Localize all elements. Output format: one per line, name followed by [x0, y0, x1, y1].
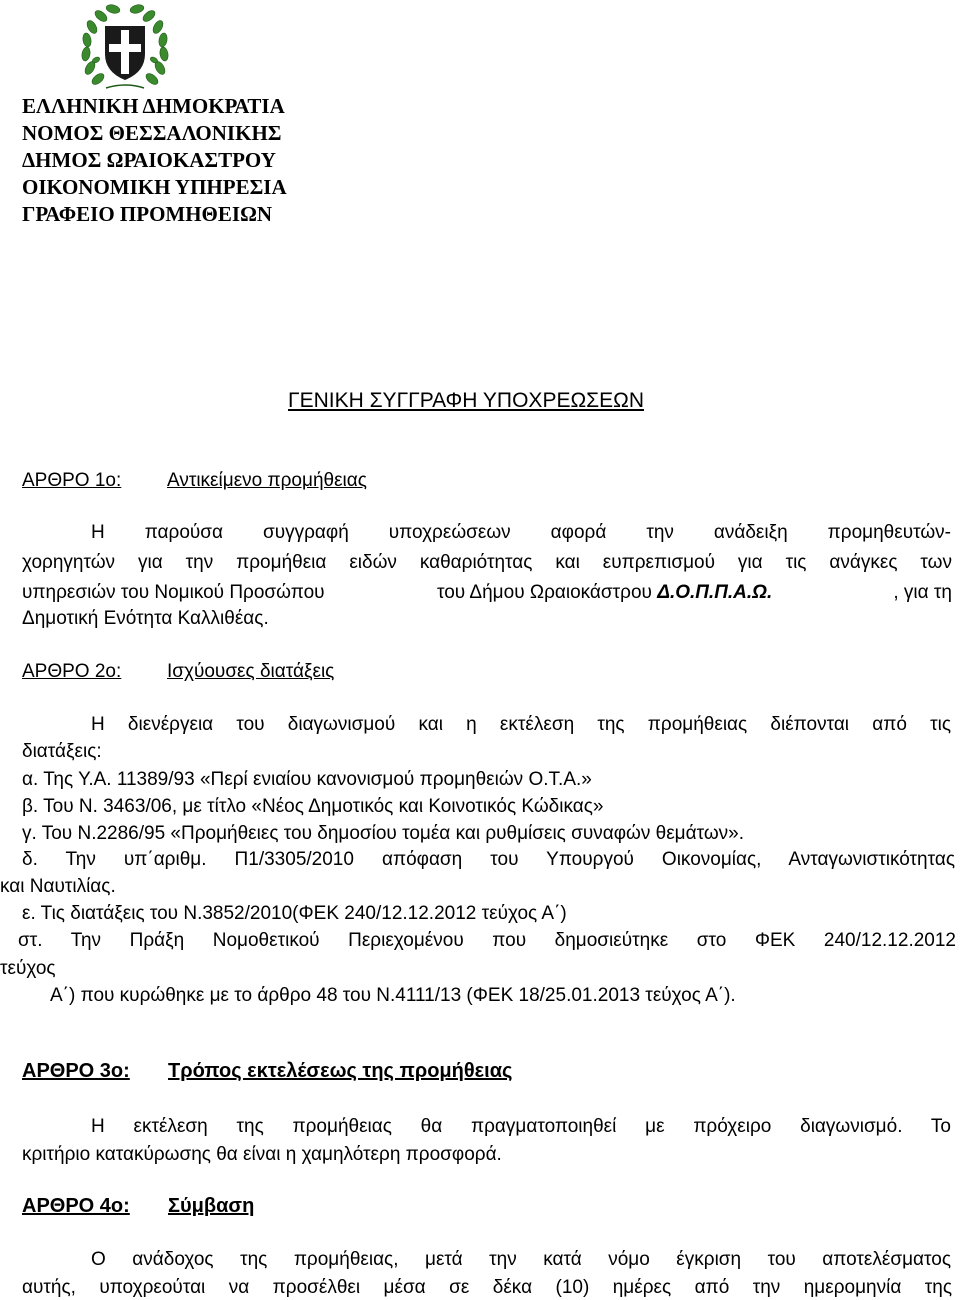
article-2-heading — [22, 661, 334, 683]
article-title: Τρόπος εκτελέσεως της προμήθειας — [168, 1060, 513, 1082]
article-title: Αντικείμενο προμήθειας — [167, 470, 367, 491]
article-1-heading — [22, 470, 367, 492]
authority-line: ΓΡΑΦΕΙΟ ΠΡΟΜΗΘΕΙΩΝ — [22, 202, 273, 226]
list-item: δ. Την υπ΄αριθμ. Π1/3305/2010 απόφαση του Υπουργού Οικονομίας, Ανταγωνιστικότητας — [22, 849, 955, 870]
authority-line: ΕΛΛΗΝΙΚΗ ΔΗΜΟΚΡΑΤΙΑ — [22, 94, 285, 118]
paragraph-line: υπηρεσιών του Νομικού Προσώπου — [22, 582, 325, 603]
list-item: γ. Του Ν.2286/95 «Προμήθειες του δημοσίου τομέα και ρυθμίσεις συναφών θεμάτων». — [22, 823, 745, 844]
paragraph-line: , για τη — [893, 582, 952, 603]
paragraph-line: Ο ανάδοχος της προμήθειας, μετά την κατά νόμο έγκριση του αποτελέσματος — [91, 1249, 951, 1270]
greek-emblem-icon — [76, 2, 174, 94]
paragraph-line — [437, 581, 772, 604]
article-4-heading — [22, 1195, 254, 1218]
list-item: α. Της Υ.Α. 11389/93 «Περί ενιαίου κανονισμού προμηθειών Ο.Τ.Α.» — [22, 769, 592, 790]
authority-line: ΟΙΚΟΝΟΜΙΚΗ ΥΠΗΡΕΣΙΑ — [22, 175, 287, 199]
article-label: ΑΡΘΡΟ 4ο: — [22, 1195, 130, 1217]
authority-line: ΝΟΜΟΣ ΘΕΣΣΑΛΟΝΙΚΗΣ — [22, 121, 282, 145]
article-title: Ισχύουσες διατάξεις — [167, 661, 335, 682]
municipality-text: του Δήμου Ωραιοκάστρου — [437, 582, 652, 603]
paragraph-line: αυτής, υποχρεούται να προσέλθει μέσα σε δέκα (10) ημέρες από την ημερομηνία της — [22, 1277, 952, 1298]
authority-header — [22, 93, 287, 228]
paragraph-line: κριτήριο κατακύρωσης θα είναι η χαμηλότερη προσφορά. — [22, 1144, 502, 1165]
list-item: και Ναυτιλίας. — [0, 876, 116, 897]
authority-line: ΔΗΜΟΣ ΩΡΑΙΟΚΑΣΤΡΟΥ — [22, 148, 276, 172]
paragraph-line: χορηγητών για την προμήθεια ειδών καθαριότητας και ευπρεπισμού για τις ανάγκες των — [22, 552, 952, 573]
paragraph-line: Η παρούσα συγγραφή υποχρεώσεων αφορά την ανάδειξη προμηθευτών- — [91, 522, 951, 543]
article-label: ΑΡΘΡΟ 1ο: — [22, 470, 122, 491]
article-label: ΑΡΘΡΟ 2ο: — [22, 661, 122, 682]
list-item: Α΄) που κυρώθηκε με το άρθρο 48 του Ν.4111/13 (ΦΕΚ 18/25.01.2013 τεύχος Α΄). — [50, 985, 736, 1006]
list-item: ε. Τις διατάξεις του Ν.3852/2010(ΦΕΚ 240/12.12.2012 τεύχος Α΄) — [22, 903, 567, 924]
article-3-heading — [22, 1060, 512, 1083]
article-title: Σύμβαση — [168, 1195, 255, 1217]
paragraph-line: Δημοτική Ενότητα Καλλιθέας. — [22, 608, 269, 629]
list-item: β. Του Ν. 3463/06, με τίτλο «Νέος Δημοτικός και Κοινοτικός Κώδικας» — [22, 796, 604, 817]
article-label: ΑΡΘΡΟ 3ο: — [22, 1060, 130, 1082]
list-item: στ. Την Πράξη Νομοθετικού Περιεχομένου που δημοσιεύτηκε στο ΦΕΚ 240/12.12.2012 — [18, 930, 956, 951]
paragraph-line: Η εκτέλεση της προμήθειας θα πραγματοποιηθεί με πρόχειρο διαγωνισμό. Το — [91, 1116, 951, 1137]
list-item: τεύχος — [0, 958, 56, 979]
paragraph-line: Η διενέργεια του διαγωνισμού και η εκτέλεση της προμήθειας διέπονται από τις — [91, 714, 951, 735]
paragraph-line: διατάξεις: — [22, 741, 102, 762]
document-title: ΓΕΝΙΚΗ ΣΥΓΓΡΑΦΗ ΥΠΟΧΡΕΩΣΕΩΝ — [288, 389, 645, 412]
entity-acronym: Δ.Ο.Π.Π.Α.Ω. — [657, 582, 773, 603]
